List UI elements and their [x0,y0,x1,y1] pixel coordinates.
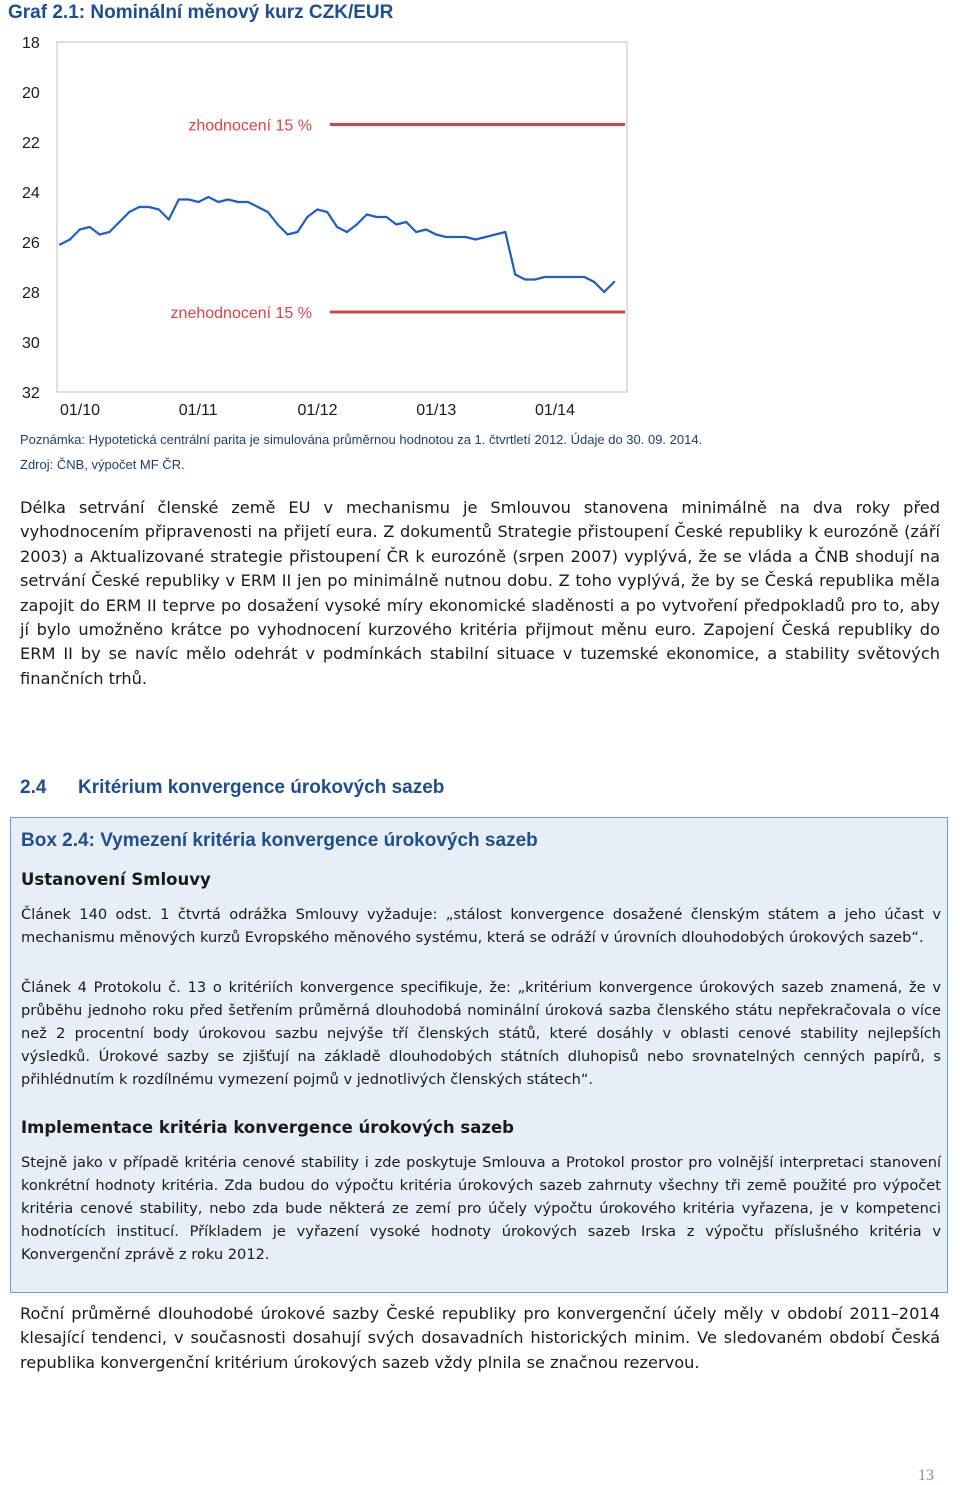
box-paragraph-implementation: Stejně jako v případě kritéria cenové stability i zde poskytuje Smlouva a Protokol prostor pro volnější interpretaci stanovení konkrétní hodnoty kritéria. Zda budou do výpočtu kritéria úrokových sazeb zahrnuty všechny tři země použité pro výpočet kritéria cenové stability, nebo zda bude některá ze zemí pro účely výpočtu úrokového kritéria vyřazena, je v kompetenci hodnotících institucí. Příkladem je vyřazení vysoké hodnoty úrokových sazeb Irska z výpočtu příslušného kritéria v Konvergenční zprávě z roku 2012. [21,1154,941,1264]
data-point [277,223,279,225]
x-tick-label: 01/12 [297,402,338,419]
data-point [336,226,338,228]
section-heading [20,777,444,799]
paragraph-erm-duration: Délka setrvání členské země EU v mechanismu je Smlouvou stanovena minimálně na dva roky před vyhodnocením připravenosti na přijetí eura. Z dokumentů Strategie přistoupení České republiky k eurozóně (září 2003) a Aktualizované strategie přistoupení ČR k eurozóně (srpen 2007) vyplývá, že se vláda a ČNB shodují na setrvání České republiky v ERM II jen po minimálně nutnou dobu. Z toho vyplývá, že by se Česká republika měla zapojit do ERM II teprve po dosažení vysoké míry ekonomické sladěnosti a po vytvoření předpokladů pro to, aby jí bylo umožněno krátce po vyhodnocení kurzového kritéria přijmout měnu euro. Zapojení Česká republiky do ERM II by se navíc mělo odehrát v podmínkách stabilní situace v tuzemské ekonomice, a stability světových finančních trhů. [20,498,940,688]
y-tick-label: 20 [22,85,40,102]
data-point [573,276,575,278]
box-paragraph-article-140: Článek 140 odst. 1 čtvrtá odrážka Smlouvy vyžaduje: „stálost konvergence dosažené členským státem a jeho účast v mechanismu měnových kurzů Evropského měnového systému, která se odráží v úrovních dlouhodobých úrokových sazeb“. [21,906,941,947]
data-point [583,276,585,278]
data-point [69,238,71,240]
data-point [385,216,387,218]
czk-eur-rate-line [60,197,614,292]
x-tick-label: 01/10 [60,402,101,419]
data-point [435,233,437,235]
x-tick-label: 01/11 [178,402,218,419]
data-point [247,201,249,203]
y-tick-label: 24 [22,185,40,202]
data-point [425,228,427,230]
x-tick-label: 01/14 [534,402,575,419]
data-point [227,198,229,200]
x-tick-label: 01/13 [416,402,457,419]
data-point [326,211,328,213]
data-point [445,236,447,238]
y-tick-label: 22 [22,135,40,152]
data-point [197,201,199,203]
y-tick-label: 30 [22,335,40,352]
figure-source: Zdroj: ČNB, výpočet MF ČR. [20,457,185,472]
figure-title: Graf 2.1: Nominální měnový kurz CZK/EUR [8,2,394,23]
data-point [356,223,358,225]
data-point [603,291,605,293]
data-point [593,281,595,283]
data-point [494,233,496,235]
data-point [346,231,348,233]
page-number: 13 [918,1467,934,1484]
data-point [188,198,190,200]
data-point [514,273,516,275]
data-point [59,243,61,245]
data-point [534,278,536,280]
paragraph-interest-rates: Roční průměrné dlouhodobé úrokové sazby České republiky pro konvergenční účely měly v období 2011–2014 klesající tendenci, v současnosti dosahují svých dosavadních historických minim. Ve sledovaném období Česká republika konvergenční kritérium úrokových sazeb vždy plnila se značnou rezervou. [20,1304,940,1372]
data-point [99,233,101,235]
data-point [316,208,318,210]
data-point [455,236,457,238]
data-point [257,206,259,208]
data-point [376,216,378,218]
data-point [544,276,546,278]
data-point [178,198,180,200]
section-number: 2.4 [20,777,47,798]
box-title: Box 2.4: Vymezení kritéria konvergence úrokových sazeb [21,830,538,851]
exchange-rate-chart [0,28,640,430]
box-subheading-implementation: Implementace kritéria konvergence úrokových sazeb [21,1118,514,1137]
data-point [217,201,219,203]
data-point [79,228,81,230]
chart-frame [57,42,627,392]
data-point [415,231,417,233]
y-tick-label: 28 [22,285,40,302]
data-point [504,231,506,233]
data-point [366,213,368,215]
data-point [613,281,615,283]
data-point [237,201,239,203]
box-paragraph-protocol-13: Článek 4 Protokolu č. 13 o kritériích konvergence specifikuje, že: „kritérium konvergence úrokových sazeb znamená, že v průběhu jednoho roku před šetřením průměrná dlouhodobá nominální úroková sazba členského státu nepřekračovala o více než 2 procentní body úrokovou sazbu nejvýše tří členských států, které dosáhly v oblasti cenové stability nejlepších výsledků. Úrokové sazby se zjišťují na základě dlouhodobých státních dluhopisů nebo srovnatelných cenných papírů, s přihlédnutím k rozdílnému vymezení pojmů v jednotlivých členských státech“. [21,979,941,1089]
y-tick-label: 26 [22,235,40,252]
reference-line-label: zhodnocení 15 % [188,117,312,135]
box-subheading-treaty: Ustanovení Smlouvy [21,870,211,889]
info-box [10,817,948,1293]
data-point [395,223,397,225]
section-title: Kritérium konvergence úrokových sazeb [78,777,445,798]
data-point [484,236,486,238]
data-point [554,276,556,278]
data-point [405,221,407,223]
data-point [267,211,269,213]
data-point [108,231,110,233]
data-point [118,221,120,223]
data-point [296,231,298,233]
y-tick-label: 32 [22,385,40,402]
data-point [138,206,140,208]
y-tick-label: 18 [22,35,40,52]
data-point [306,216,308,218]
figure-note: Poznámka: Hypotetická centrální parita je simulována průměrnou hodnotou za 1. čtvrtletí 2012. Údaje do 30. 09. 2014. [20,432,703,447]
data-point [524,278,526,280]
data-point [89,226,91,228]
data-point [148,206,150,208]
data-point [475,238,477,240]
data-point [168,218,170,220]
data-point [564,276,566,278]
reference-line-label: znehodnocení 15 % [170,305,312,322]
data-point [128,211,130,213]
data-point [287,233,289,235]
data-point [158,208,160,210]
data-point [207,196,209,198]
data-point [465,236,467,238]
